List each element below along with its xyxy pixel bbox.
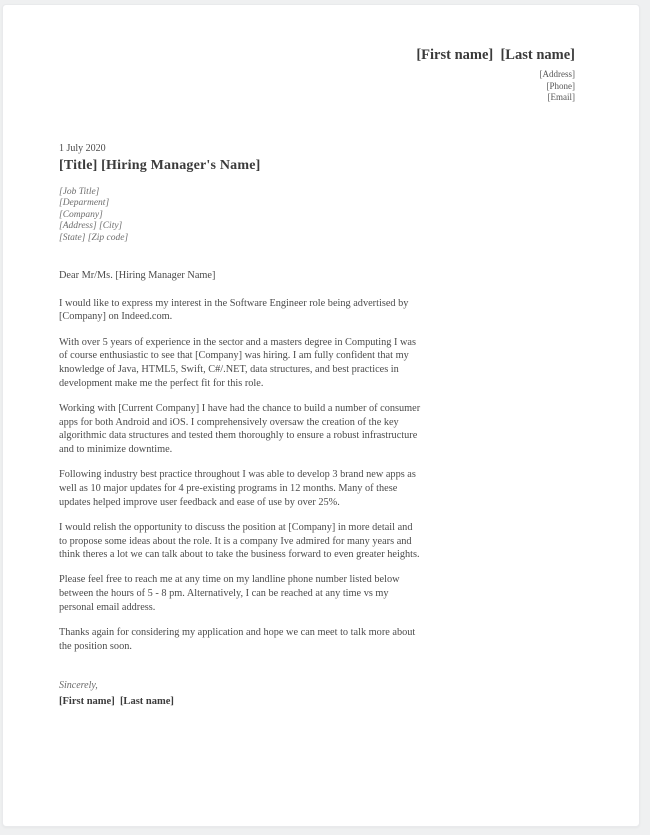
letter-page [2, 4, 640, 827]
paragraph-current-company: Working with [Current Company] I have had the chance to build a number of consumer apps for both Android and iOS. I comprehensively oversaw the creation of the key algorithmic data structures and tested them thoroughly to ensure a robust infrastructure and to minimize downtime. [59, 402, 421, 456]
recipient-details-block [59, 187, 128, 244]
paragraph-intro: I would like to express my interest in the Software Engineer role being advertised by [Company] on Indeed.com. [59, 297, 409, 323]
recipient-job-title: [Job Title] [59, 187, 100, 197]
sender-name: [First name] [Last name] [416, 47, 575, 63]
signature-name: [First name] [Last name] [59, 696, 174, 708]
closing: Sincerely, [59, 680, 98, 692]
sender-address: [Address] [539, 69, 575, 79]
paragraph-contact: Please feel free to reach me at any time on my landline phone number listed below between the hours of 5 - 8 pm. Alternatively, I can be reached at any time vs my personal email address. [59, 574, 400, 613]
paragraph-thanks: Thanks again for considering my application and hope we can meet to talk more about the position soon. [59, 627, 416, 652]
sender-email: [Email] [547, 92, 575, 103]
paragraph-discuss: I would relish the opportunity to discuss the position at [Company] in more detail and to propose some ideas about the role. It is a company Ive admired for many years and think theres a lot we can talk about to take the business forward to even greater heights. [59, 521, 420, 561]
recipient-company: [Company] [59, 209, 103, 220]
recipient-state-zip: [State] [Zip code] [59, 232, 129, 243]
sender-phone: [Phone] [546, 80, 575, 91]
salutation: Dear Mr/Ms. [Hiring Manager Name] [59, 270, 216, 281]
paragraph-achievements: Following industry best practice throughout I was able to develop 3 brand new apps as well as 10 major updates for 4 pre-existing programs in 12 months. Many of these updates helped improve user feedback and ease of use by over 25%. [59, 469, 416, 508]
recipient-address-city: [Address] [City] [59, 221, 123, 232]
letter-body [59, 269, 423, 708]
paragraph-experience: With over 5 years of experience in the sector and a masters degree in Computing I was of course enthusiastic to see that [Company] was hiring. I am fully confident that my knowledge of Java, HTML5, Swift, C#/.NET, data structures, and best practices in development make me the perfect fit for this role. [59, 336, 416, 389]
sender-block [416, 47, 575, 104]
recipient-department: [Deparment] [59, 198, 110, 209]
letter-date: 1 July 2020 [59, 143, 106, 154]
recipient-title-name: [Title] [Hiring Manager's Name] [59, 158, 261, 173]
